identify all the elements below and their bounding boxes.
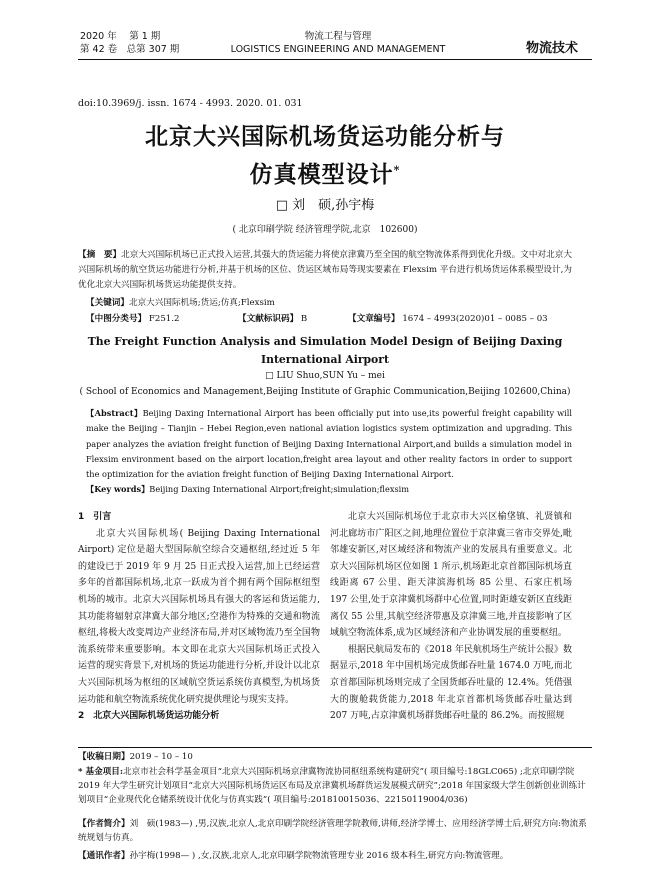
article-label: 【文章编号】 — [348, 314, 400, 324]
fund-label: * 基金项目: — [78, 767, 124, 777]
paper-title-text: 仿真模型设计 — [249, 161, 394, 188]
journal-name — [213, 30, 463, 56]
affiliation: ( 北京印刷学院 经济管理学院,北京 102600) — [232, 225, 418, 235]
section-2-heading: 2 北京大兴国际机场货运功能分析 — [78, 711, 220, 722]
keywords-en-label: 【Key words】 — [86, 484, 150, 494]
section-1-heading: 1 引言 — [78, 512, 112, 522]
clc-number — [86, 312, 179, 324]
keywords-en — [86, 484, 572, 495]
paper-title-line-2 — [78, 156, 572, 189]
english-authors: □ LIU Shuo,SUN Yu – mei — [265, 371, 385, 381]
doc-code — [238, 312, 307, 324]
issue-line-2: 第 42 卷 总第 307 期 — [80, 44, 180, 55]
body-column-left — [78, 509, 320, 725]
section-1-paragraph: 北京大兴国际机场( Beijing Daxing International Airport) 定位是超大型国际航空综合交通枢纽,经过近 5 年的建设已于 2019 年 9 月 25 日正式投入运营,加上已经运营多年的首都国际机场,北京一跃成为首个拥有两个国际枢纽型机场的城市。北京大兴国际机场具有强大的客运和货运能力,其功能将辐射京津冀大部分地区;空港作为特殊的交通和物流枢纽,将极大改变周边产业经济布局,并对区域物流乃至全国物流系统带来重要影响。本文即在北京大兴国际机场正式投入运营的现实背景下,对机场的货运功能进行分析,并设计以北京大兴国际机场为枢纽的区域航空货运系统仿真模型,为机场货运功能和航空物流系统优化研究提供理论与现实支持。 — [78, 528, 320, 705]
body-column-right — [330, 509, 572, 725]
issue-info — [80, 30, 179, 56]
abstract-cn — [78, 248, 572, 292]
fund-mark: * — [393, 163, 401, 177]
keywords-en-text: Beijing Daxing International Airport;freight;simulation;flexsim — [149, 484, 410, 494]
contact-label: 【通讯作者】 — [78, 851, 130, 861]
abstract-en — [86, 406, 572, 482]
clc-value: F251.2 — [148, 314, 180, 324]
paper-title-line-1: 北京大兴国际机场货运功能分析与 — [145, 123, 505, 150]
issue-line-1: 2020 年 第 1 期 — [80, 31, 161, 42]
keywords-cn-label: 【关键词】 — [86, 298, 129, 308]
footnote-divider — [78, 747, 592, 748]
footnote-fund — [78, 766, 592, 807]
received-value: 2019 – 10 – 10 — [129, 752, 193, 762]
fund-value: 北京市社会科学基金项目“北京大兴国际机场京津冀物流协同枢纽系统构建研究”( 项目编号:18GLC065) ;北京印刷学院 2019 年大学生研究计划项目“北京大兴国际机场货运区布局及京津冀机场群货运发展模式研究”;2018 年国家级大学生创新创业训练计划项目“企业现代化仓储系统设计优化与仿真实践”( 项目编号:201810015036、22150119004/036) — [78, 767, 586, 805]
abstract-en-label: 【Abstract】 — [86, 408, 143, 418]
abstract-cn-label: 【摘 要】 — [78, 250, 122, 260]
doc-value: B — [300, 314, 308, 324]
authors: □ 刘 硕,孙宇梅 — [275, 198, 375, 213]
english-affiliation: ( School of Economics and Management,Beijing Institute of Graphic Communication,Beijing 102600,China) — [79, 387, 571, 397]
doi: doi:10.3969/j. issn. 1674 - 4993. 2020. 01. 031 — [78, 98, 303, 109]
header-divider — [78, 59, 592, 60]
article-number — [348, 312, 548, 324]
right-paragraph-2: 根据民航局发布的《2018 年民航机场生产统计公报》数据显示,2018 年中国机场完成货邮吞吐量 1674.0 万吨,而北京首都国际机场则完成了全国货邮吞吐量的 12.4%。凭借强大的腹舱载货能力,2018 年北京首都机场货邮吞吐量达到 207 万吨,占京津冀机场群货邮吞吐量的 86.2%。而按照规 — [330, 644, 572, 722]
clc-label: 【中图分类号】 — [86, 314, 147, 324]
abstract-cn-text: 北京大兴国际机场已正式投入运营,其强大的货运能力将使京津冀乃至全国的航空物流体系得到优化升级。文中对北京大兴国际机场的航空货运功能进行分析,并基于机场的区位、货运区域布局等现实要素在 Flexsim 平台进行机场货运体系模型设计,为优化北京大兴国际机场货运功能提供支持。 — [78, 250, 572, 290]
journal-name-cn: 物流工程与管理 — [304, 31, 372, 42]
footnote-contact — [78, 850, 592, 864]
keywords-cn-text: 北京大兴国际机场;货运;仿真;Flexsim — [128, 298, 275, 308]
contact-value: 孙宇梅(1998— ) ,女,汉族,北京人,北京印刷学院物流管理专业 2016 级本科生,研究方向:物流管理。 — [129, 851, 509, 861]
section-label: 物流技术 — [526, 41, 579, 56]
keywords-cn — [86, 296, 572, 308]
author-label: 【作者简介】 — [78, 819, 130, 829]
author-value: 刘 硕(1983—) ,男,汉族,北京人,北京印刷学院经济管理学院教师,讲师,经济学博士、应用经济学博士后,研究方向:物流系统规划与仿真。 — [78, 819, 587, 843]
footnote-received — [78, 751, 592, 765]
received-label: 【收稿日期】 — [78, 752, 130, 762]
english-title-line-2: International Airport — [261, 353, 389, 366]
abstract-en-text: Beijing Daxing International Airport has been officially put into use,its powerful freight capability will make the Beijing – Tianjin – Hebei Region,even national aviation logistics system optimization and upgrading. This paper analyzes the aviation freight function of Beijing Daxing International Airport,and builds a simulation model in Flexsim environment based on the airport location,freight area layout and other reality factors in order to support the optimization for the aviation freight function of Beijing Daxing International Airport. — [86, 408, 572, 480]
footnote-author — [78, 818, 592, 846]
journal-name-en: LOGISTICS ENGINEERING AND MANAGEMENT — [230, 44, 446, 55]
article-value: 1674 – 4993(2020)01 – 0085 – 03 — [402, 314, 548, 324]
right-paragraph-1: 北京大兴国际机场位于北京市大兴区榆垡镇、礼贤镇和河北廊坊市广阳区之间,地理位置位于京津冀三省市交界处,毗邻雄安新区,对区域经济和物流产业的发展具有重要意义。北京大兴国际机场区位如图 1 所示,机场距北京首都国际机场直线距离 67 公里、距天津滨海机场 85 公里、石家庄机场 197 公里,处于京津冀机场群中心位置,同时距雄安新区直线距离仅 55 公里,其航空经济带惠及京津冀三地,并直接影响了区域航空物流体系,成为区域经济和产业协调发展的重要枢纽。 — [330, 512, 572, 639]
english-title-line-1: The Freight Function Analysis and Simulation Model Design of Beijing Daxing — [87, 335, 563, 348]
doc-label: 【文献标识码】 — [238, 314, 299, 324]
